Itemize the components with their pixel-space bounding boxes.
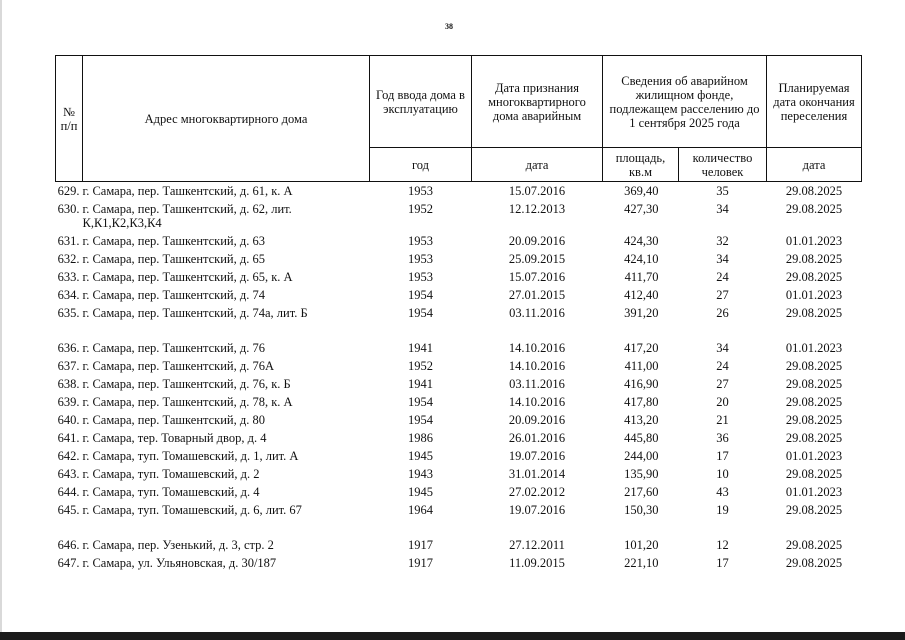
row-area: 135,90 xyxy=(624,467,659,481)
row-number: 630. xyxy=(57,202,80,216)
row-date: 14.10.2016 xyxy=(508,341,566,355)
row-address: г. Самара, пер. Ташкентский, д. 78, к. А xyxy=(82,395,293,409)
row-date: 14.10.2016 xyxy=(508,359,566,373)
row-year: 1941 xyxy=(408,377,433,391)
row-address: г. Самара, пер. Ташкентский, д. 76 xyxy=(82,341,265,355)
table-row xyxy=(56,250,862,268)
table-row xyxy=(56,339,862,357)
table-header xyxy=(56,56,862,182)
row-plan-date: 01.01.2023 xyxy=(785,449,843,463)
row-number: 646. xyxy=(57,538,80,552)
table-body xyxy=(56,182,862,573)
table-row xyxy=(56,268,862,286)
table-row xyxy=(56,536,862,554)
row-plan-date: 29.08.2025 xyxy=(785,270,843,284)
row-date: 31.01.2014 xyxy=(508,467,566,481)
row-area: 427,30 xyxy=(624,202,659,216)
row-area: 369,40 xyxy=(624,184,659,198)
row-people: 21 xyxy=(716,413,729,427)
header-plan-unit: дата xyxy=(767,148,862,182)
row-area: 416,90 xyxy=(624,377,659,391)
row-year: 1954 xyxy=(408,395,433,409)
scan-edge xyxy=(0,0,2,640)
row-year: 1953 xyxy=(408,270,433,284)
row-number: 643. xyxy=(57,467,80,481)
table-row xyxy=(56,483,862,501)
row-plan-date: 01.01.2023 xyxy=(785,234,843,248)
row-date: 15.07.2016 xyxy=(508,184,566,198)
row-year: 1953 xyxy=(408,234,433,248)
row-people: 12 xyxy=(716,538,729,552)
table-row xyxy=(56,393,862,411)
row-number: 632. xyxy=(57,252,80,266)
header-fund-group: Сведения об аварийном жилищном фонде, подлежащем расселению до 1 сентября 2025 года xyxy=(603,56,767,148)
row-address: г. Самара, пер. Ташкентский, д. 63 xyxy=(82,234,265,248)
row-plan-date: 01.01.2023 xyxy=(785,485,843,499)
row-plan-date: 29.08.2025 xyxy=(785,377,843,391)
table-row xyxy=(56,357,862,375)
header-date-unit: дата xyxy=(472,148,603,182)
row-people: 17 xyxy=(716,556,729,570)
row-year: 1986 xyxy=(408,431,433,445)
row-area: 244,00 xyxy=(624,449,659,463)
row-people: 17 xyxy=(716,449,729,463)
document-table-container xyxy=(55,55,861,572)
table-row xyxy=(56,375,862,393)
row-plan-date: 29.08.2025 xyxy=(785,413,843,427)
row-people: 10 xyxy=(716,467,729,481)
row-plan-date: 29.08.2025 xyxy=(785,556,843,570)
row-address: г. Самара, туп. Томашевский, д. 1, лит. А xyxy=(82,449,299,463)
row-people: 34 xyxy=(716,341,729,355)
row-number: 642. xyxy=(57,449,80,463)
row-area: 101,20 xyxy=(624,538,659,552)
row-address: г. Самара, тер. Товарный двор, д. 4 xyxy=(82,431,267,445)
row-number: 638. xyxy=(57,377,80,391)
row-address: г. Самара, пер. Ташкентский, д. 62, лит. К,К1,К2,К3,К4 xyxy=(82,202,292,230)
row-area: 445,80 xyxy=(624,431,659,445)
row-plan-date: 29.08.2025 xyxy=(785,395,843,409)
row-area: 413,20 xyxy=(624,413,659,427)
table-row xyxy=(56,286,862,304)
row-date: 20.09.2016 xyxy=(508,413,566,427)
row-date: 03.11.2016 xyxy=(509,306,565,320)
row-people: 34 xyxy=(716,202,729,216)
row-date: 27.12.2011 xyxy=(509,538,565,552)
row-area: 417,80 xyxy=(624,395,659,409)
row-date: 11.09.2015 xyxy=(509,556,565,570)
row-date: 26.01.2016 xyxy=(508,431,566,445)
row-number: 635. xyxy=(57,306,80,320)
row-plan-date: 29.08.2025 xyxy=(785,252,843,266)
row-people: 36 xyxy=(716,431,729,445)
row-people: 35 xyxy=(716,184,729,198)
table-row xyxy=(56,501,862,519)
row-number: 645. xyxy=(57,503,80,517)
row-year: 1954 xyxy=(408,413,433,427)
table-row xyxy=(56,200,862,232)
row-address: г. Самара, туп. Томашевский, д. 2 xyxy=(82,467,260,481)
row-plan-date: 29.08.2025 xyxy=(785,431,843,445)
row-date: 25.09.2015 xyxy=(508,252,566,266)
row-area: 391,20 xyxy=(624,306,659,320)
scan-bottom-bar xyxy=(0,632,905,640)
row-date: 03.11.2016 xyxy=(509,377,565,391)
emergency-housing-table xyxy=(55,55,862,572)
row-year: 1953 xyxy=(408,184,433,198)
row-year: 1954 xyxy=(408,306,433,320)
row-plan-date: 29.08.2025 xyxy=(785,359,843,373)
row-date: 27.01.2015 xyxy=(508,288,566,302)
row-year: 1917 xyxy=(408,556,433,570)
header-number: № п/п xyxy=(56,56,83,182)
row-people: 26 xyxy=(716,306,729,320)
row-people: 20 xyxy=(716,395,729,409)
row-address: г. Самара, пер. Узенький, д. 3, стр. 2 xyxy=(82,538,274,552)
row-plan-date: 01.01.2023 xyxy=(785,341,843,355)
row-area: 417,20 xyxy=(624,341,659,355)
row-year: 1952 xyxy=(408,359,433,373)
row-date: 19.07.2016 xyxy=(508,449,566,463)
row-address: г. Самара, пер. Ташкентский, д. 74а, лит. Б xyxy=(82,306,308,320)
table-row xyxy=(56,447,862,465)
header-year-unit: год xyxy=(370,148,472,182)
row-plan-date: 29.08.2025 xyxy=(785,467,843,481)
row-address: г. Самара, пер. Ташкентский, д. 76, к. Б xyxy=(82,377,291,391)
row-area: 411,70 xyxy=(624,270,659,284)
row-number: 644. xyxy=(57,485,80,499)
row-area: 150,30 xyxy=(624,503,659,517)
table-row xyxy=(56,411,862,429)
row-people: 24 xyxy=(716,270,729,284)
row-date: 20.09.2016 xyxy=(508,234,566,248)
row-people: 19 xyxy=(716,503,729,517)
row-number: 647. xyxy=(57,556,80,570)
row-people: 24 xyxy=(716,359,729,373)
row-area: 411,00 xyxy=(624,359,659,373)
row-area: 424,30 xyxy=(624,234,659,248)
page-number: 38 xyxy=(445,22,453,31)
row-spacer xyxy=(56,519,862,536)
row-spacer xyxy=(56,322,862,339)
row-people: 27 xyxy=(716,288,729,302)
row-address: г. Самара, туп. Томашевский, д. 6, лит. 67 xyxy=(82,503,302,517)
row-year: 1953 xyxy=(408,252,433,266)
row-plan-date: 29.08.2025 xyxy=(785,306,843,320)
row-number: 629. xyxy=(57,184,80,198)
row-date: 15.07.2016 xyxy=(508,270,566,284)
row-number: 634. xyxy=(57,288,80,302)
row-number: 633. xyxy=(57,270,80,284)
row-number: 631. xyxy=(57,234,80,248)
row-address: г. Самара, пер. Ташкентский, д. 74 xyxy=(82,288,265,302)
row-plan-date: 29.08.2025 xyxy=(785,202,843,216)
row-people: 32 xyxy=(716,234,729,248)
row-year: 1917 xyxy=(408,538,433,552)
table-row xyxy=(56,429,862,447)
row-people: 34 xyxy=(716,252,729,266)
table-row xyxy=(56,182,862,201)
row-year: 1945 xyxy=(408,449,433,463)
header-people-unit: количество человек xyxy=(679,148,767,182)
header-plan-group: Планируемая дата окончания переселения xyxy=(767,56,862,148)
row-spacer-cell xyxy=(56,519,862,536)
header-year-group: Год ввода дома в эксплуатацию xyxy=(370,56,472,148)
table-row xyxy=(56,554,862,572)
row-plan-date: 01.01.2023 xyxy=(785,288,843,302)
row-people: 27 xyxy=(716,377,729,391)
row-year: 1941 xyxy=(408,341,433,355)
row-year: 1952 xyxy=(408,202,433,216)
row-address: г. Самара, пер. Ташкентский, д. 65, к. А xyxy=(82,270,293,284)
row-number: 640. xyxy=(57,413,80,427)
table-row xyxy=(56,304,862,322)
row-year: 1943 xyxy=(408,467,433,481)
row-area: 424,10 xyxy=(624,252,659,266)
row-address: г. Самара, пер. Ташкентский, д. 61, к. А xyxy=(82,184,293,198)
row-area: 221,10 xyxy=(624,556,659,570)
row-address: г. Самара, пер. Ташкентский, д. 76А xyxy=(82,359,275,373)
row-number: 637. xyxy=(57,359,80,373)
row-date: 12.12.2013 xyxy=(508,202,566,216)
header-area-unit: площадь, кв.м xyxy=(603,148,679,182)
row-spacer-cell xyxy=(56,322,862,339)
row-address: г. Самара, туп. Томашевский, д. 4 xyxy=(82,485,260,499)
row-date: 19.07.2016 xyxy=(508,503,566,517)
row-people: 43 xyxy=(716,485,729,499)
row-number: 641. xyxy=(57,431,80,445)
row-plan-date: 29.08.2025 xyxy=(785,538,843,552)
header-date-group: Дата признания многоквартирного дома аварийным xyxy=(472,56,603,148)
row-year: 1964 xyxy=(408,503,433,517)
table-row xyxy=(56,232,862,250)
row-area: 412,40 xyxy=(624,288,659,302)
row-year: 1945 xyxy=(408,485,433,499)
row-plan-date: 29.08.2025 xyxy=(785,184,843,198)
row-number: 639. xyxy=(57,395,80,409)
row-date: 14.10.2016 xyxy=(508,395,566,409)
table-row xyxy=(56,465,862,483)
row-number: 636. xyxy=(57,341,80,355)
row-address: г. Самара, пер. Ташкентский, д. 65 xyxy=(82,252,265,266)
row-year: 1954 xyxy=(408,288,433,302)
row-address: г. Самара, пер. Ташкентский, д. 80 xyxy=(82,413,265,427)
row-date: 27.02.2012 xyxy=(508,485,566,499)
row-area: 217,60 xyxy=(624,485,659,499)
row-plan-date: 29.08.2025 xyxy=(785,503,843,517)
row-address: г. Самара, ул. Ульяновская, д. 30/187 xyxy=(82,556,277,570)
header-address: Адрес многоквартирного дома xyxy=(83,56,370,182)
